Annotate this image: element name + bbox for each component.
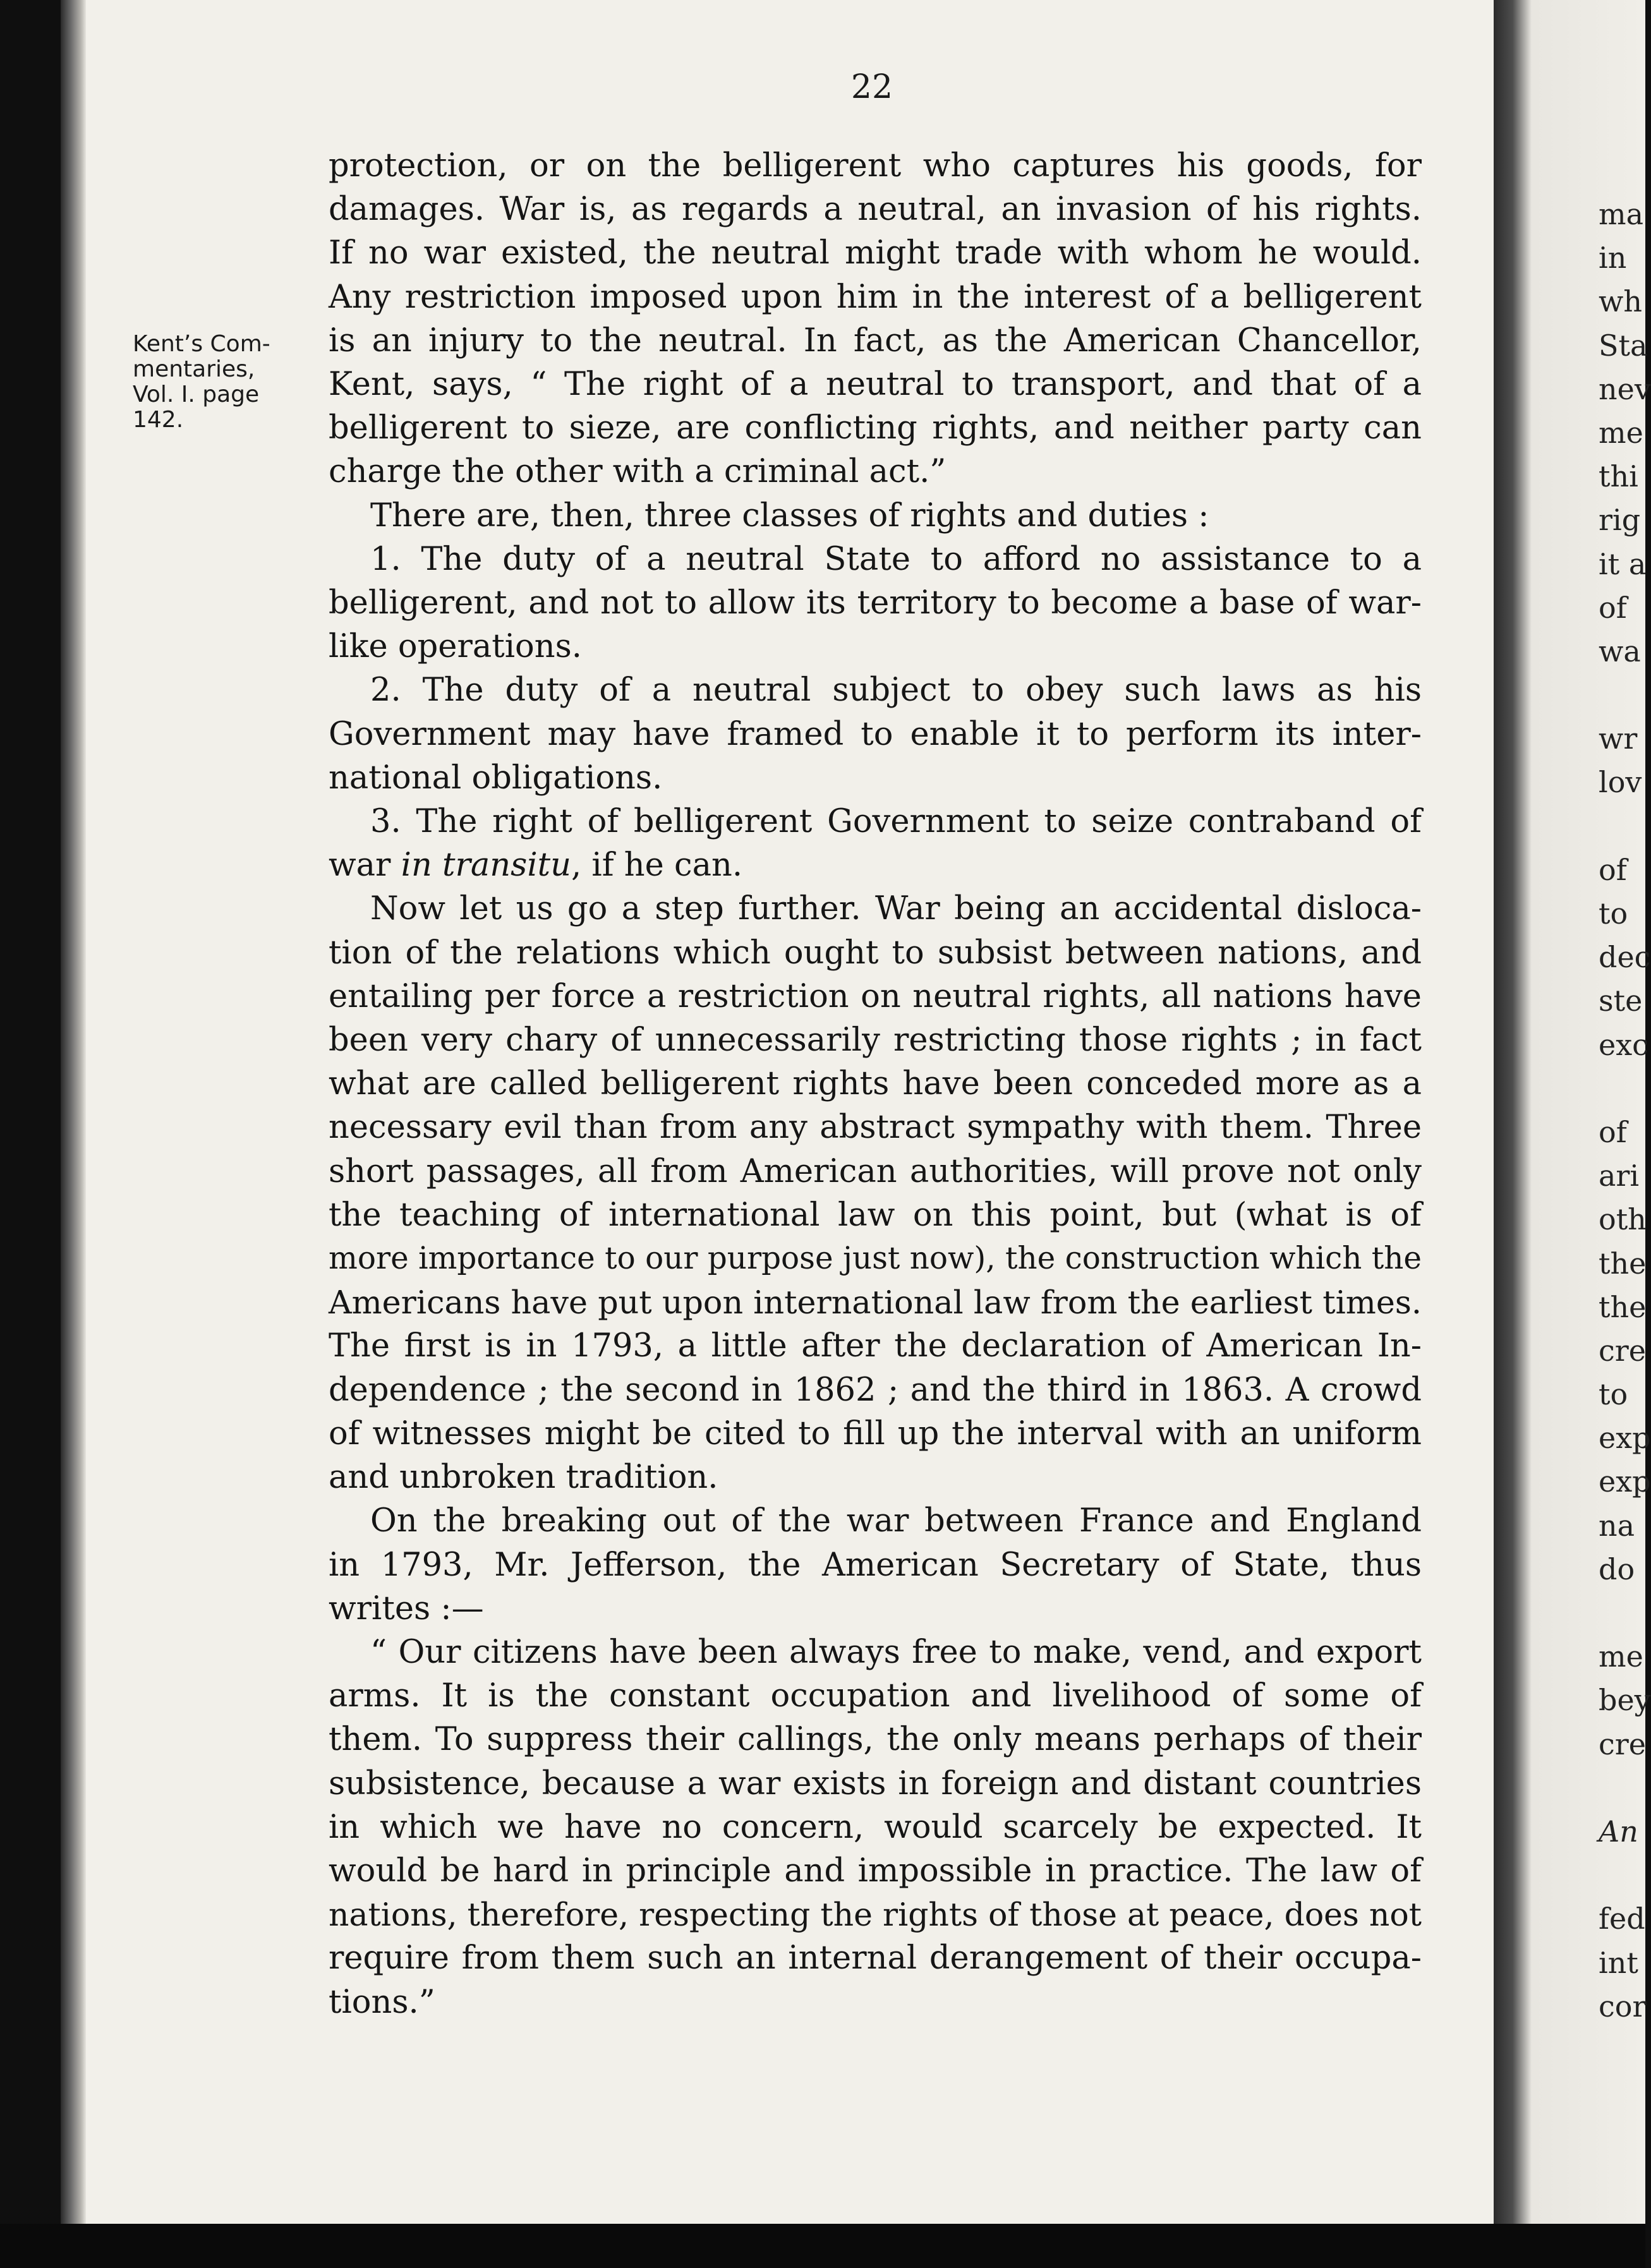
facing-page-fragment: in — [1599, 241, 1627, 275]
text-line — [329, 494, 1422, 538]
facing-page-fragment: int — [1599, 1945, 1638, 1980]
margin-note-line: mentaries, — [133, 356, 255, 382]
text-segment: like operations. — [329, 628, 582, 666]
facing-page-fragment: the — [1599, 1289, 1647, 1324]
text-segment: in 1793, Mr. Jefferson, the American Secretary of State, thus — [329, 1546, 1422, 1584]
facing-page-fragments — [1599, 193, 1649, 2029]
text-segment: Any restriction imposed upon him in the interest of a belligerent — [329, 278, 1422, 316]
text-segment: “ Our citizens have been always free to make, vend, and export — [370, 1633, 1422, 1671]
text-line — [329, 1281, 1422, 1324]
facing-page-fragment: do — [1599, 1552, 1635, 1586]
text-segment: On the breaking out of the war between France and England — [370, 1502, 1422, 1540]
text-segment: them. To suppress their callings, the only means perhaps of their — [329, 1721, 1422, 1759]
facing-page-fragment: Sta — [1599, 328, 1648, 363]
text-segment: been very chary of unnecessarily restricting those rights ; in fact — [329, 1022, 1422, 1059]
text-line — [329, 1018, 1422, 1062]
text-line — [329, 1150, 1422, 1193]
text-segment: tions.” — [329, 1983, 435, 2021]
text-segment: 1. The duty of a neutral State to afford no assistance to a — [370, 540, 1422, 578]
text-line — [329, 406, 1422, 450]
facing-page-fragment: wh — [1599, 284, 1642, 319]
text-segment: charge the other with a criminal act.” — [329, 453, 946, 491]
text-segment: what are called belligerent rights have been conceded more as a — [329, 1065, 1422, 1103]
text-line — [329, 1849, 1422, 1893]
text-line — [329, 1762, 1422, 1806]
facing-page-fragment: oth — [1599, 1202, 1647, 1237]
page-binding-gutter — [61, 0, 86, 2224]
text-segment: national obligations. — [329, 759, 663, 797]
text-segment: short passages, all from American authorities, will prove not only — [329, 1152, 1422, 1190]
facing-page-fragment: to — [1599, 1377, 1628, 1412]
text-line — [329, 800, 1422, 843]
text-segment: There are, then, three classes of rights and duties : — [370, 497, 1209, 534]
facing-page-fragment: cre — [1599, 1333, 1646, 1368]
facing-page-fragment: exc — [1599, 1027, 1648, 1062]
text-segment: Kent, says, “ The right of a neutral to transport, and that of a — [329, 366, 1422, 404]
text-segment: Americans have put upon international law from the earliest times. — [329, 1284, 1422, 1322]
facing-page-fragment: ste — [1599, 984, 1643, 1018]
text-line — [329, 538, 1422, 581]
facing-page-fragment — [1599, 1591, 1649, 1635]
scan-bottom-edge — [0, 2224, 1645, 2268]
text-segment: tion of the relations which ought to subsist between nations, and — [329, 934, 1422, 972]
margin-note-line: 142. — [133, 407, 184, 433]
text-segment: The first is in 1793, a little after the declaration of American In- — [329, 1327, 1422, 1365]
text-line — [329, 188, 1422, 231]
text-line — [329, 1936, 1422, 1980]
text-line — [329, 1893, 1422, 1936]
text-line — [329, 713, 1422, 756]
facing-page-fragment — [1599, 1067, 1649, 1111]
text-segment: protection, or on the belligerent who captures his goods, for — [329, 147, 1422, 184]
text-segment: more importance to our purpose just now), the construction which the — [329, 1241, 1422, 1277]
text-line — [329, 1587, 1422, 1631]
text-line — [329, 1193, 1422, 1237]
text-line — [329, 1412, 1422, 1456]
facing-page-fragment: ma — [1599, 197, 1644, 231]
text-segment: and unbroken tradition. — [329, 1459, 718, 1497]
text-segment: necessary evil than from any abstract sympathy with them. Three — [329, 1109, 1422, 1147]
facing-page-fragment — [1599, 1854, 1649, 1897]
facing-page-fragment: cre — [1599, 1727, 1646, 1761]
text-line — [329, 1456, 1422, 1499]
facing-page-fragment: cor — [1599, 1989, 1647, 2024]
text-segment: 3. The right of belligerent Government to seize contraband of — [370, 803, 1422, 841]
text-line — [329, 231, 1422, 275]
text-line — [329, 1324, 1422, 1368]
text-line — [329, 1106, 1422, 1149]
margin-note — [133, 332, 322, 433]
facing-page-fragment: An — [1599, 1814, 1638, 1849]
text-segment: belligerent, and not to allow its territory to become a base of war- — [329, 584, 1422, 622]
facing-page-fragment — [1599, 1766, 1649, 1810]
text-line — [329, 1368, 1422, 1412]
facing-page-fragment: fed — [1599, 1902, 1645, 1936]
body-text — [329, 144, 1422, 2024]
facing-page-fragment: dec — [1599, 940, 1651, 975]
facing-page-fragment: ari — [1599, 1159, 1640, 1193]
italic-text: in transitu — [401, 847, 571, 884]
text-line — [329, 1631, 1422, 1674]
text-segment: in which we have no concern, would scarcely be expected. It — [329, 1808, 1422, 1846]
text-segment: nations, therefore, respecting the rights of those at peace, does not — [329, 1896, 1422, 1934]
text-segment: entailing per force a restriction on neutral rights, all nations have — [329, 977, 1422, 1015]
text-segment: arms. It is the constant occupation and livelihood of some of — [329, 1677, 1422, 1715]
text-segment: of witnesses might be cited to fill up the interval with an uniform — [329, 1414, 1422, 1452]
text-line — [329, 625, 1422, 668]
facing-page-fragment — [1599, 673, 1649, 717]
page-number: 22 — [850, 68, 893, 106]
text-segment: Now let us go a step further. War being an accidental disloca- — [370, 890, 1422, 928]
facing-page-fragment: lov — [1599, 765, 1642, 800]
text-line — [329, 975, 1422, 1018]
facing-page-fragment: it a — [1599, 546, 1647, 581]
facing-page-fragment: exp — [1599, 1464, 1651, 1499]
text-line — [329, 144, 1422, 188]
text-line — [329, 843, 1422, 887]
facing-page-fragment: nev — [1599, 371, 1651, 406]
text-line — [329, 1062, 1422, 1106]
facing-page-fragment: rig — [1599, 503, 1641, 538]
text-line — [329, 1543, 1422, 1587]
text-segment: require from them such an internal derangement of their occupa- — [329, 1939, 1422, 1977]
text-segment: dependence ; the second in 1862 ; and the third in 1863. A crowd — [329, 1371, 1422, 1409]
text-line — [329, 668, 1422, 712]
text-line — [329, 1499, 1422, 1543]
facing-page-fragment: of — [1599, 590, 1627, 625]
facing-page-fragment: na — [1599, 1508, 1635, 1543]
facing-page-fragment: exp — [1599, 1421, 1651, 1456]
text-line — [329, 931, 1422, 975]
text-segment: writes :— — [329, 1589, 484, 1627]
text-line — [329, 275, 1422, 319]
facing-page-fragment: of — [1599, 852, 1627, 887]
text-line — [329, 581, 1422, 625]
text-line — [329, 450, 1422, 493]
facing-page-fragment: thi — [1599, 459, 1638, 494]
facing-page-fragment: bey — [1599, 1683, 1651, 1718]
text-line — [329, 1237, 1422, 1281]
facing-page-fragment: wa — [1599, 634, 1641, 668]
text-segment: is an injury to the neutral. In fact, as the American Chancellor, — [329, 322, 1422, 359]
text-segment: Government may have framed to enable it to perform its inter- — [329, 715, 1422, 753]
text-line — [329, 1981, 1422, 2024]
facing-page-fragment: wr — [1599, 721, 1638, 756]
text-line — [329, 1806, 1422, 1849]
text-segment: would be hard in principle and impossible in practice. The law of — [329, 1852, 1422, 1890]
text-segment: 2. The duty of a neutral subject to obey such laws as his — [370, 672, 1422, 709]
margin-note-line: Vol. I. page — [133, 382, 260, 407]
text-line — [329, 1718, 1422, 1761]
text-line — [329, 363, 1422, 406]
facing-page-fragment: me — [1599, 415, 1643, 450]
text-line — [329, 1674, 1422, 1718]
facing-page-fragment — [1599, 805, 1649, 848]
facing-page-fragment: the — [1599, 1246, 1647, 1281]
text-line — [329, 887, 1422, 931]
text-line — [329, 756, 1422, 800]
facing-page-fragment: me — [1599, 1639, 1643, 1674]
text-segment: , if he can. — [571, 847, 743, 884]
text-segment: the teaching of international law on this point, but (what is of — [329, 1196, 1422, 1234]
margin-note-line: Kent’s Com- — [133, 331, 270, 357]
facing-page-fragment: of — [1599, 1114, 1627, 1149]
text-segment: If no war existed, the neutral might trade with whom he would. — [329, 234, 1422, 272]
text-segment: war — [329, 847, 401, 884]
text-segment: belligerent to sieze, are conflicting rights, and neither party can — [329, 409, 1422, 447]
facing-page-fragment: to — [1599, 896, 1628, 931]
text-segment: subsistence, because a war exists in foreign and distant countries — [329, 1764, 1422, 1802]
text-segment: damages. War is, as regards a neutral, an invasion of his rights. — [329, 191, 1422, 229]
text-line — [329, 319, 1422, 363]
